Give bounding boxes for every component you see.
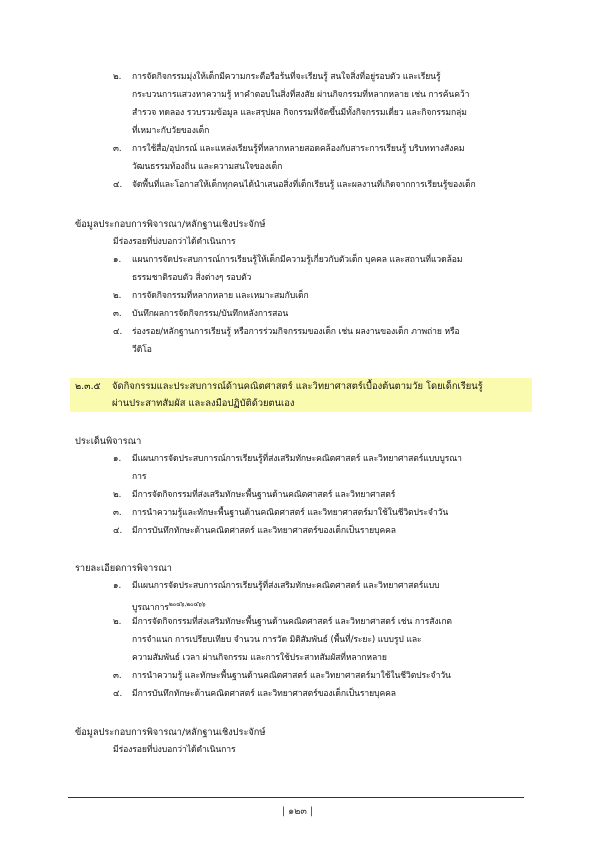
- item-line: มีการบันทึกทักษะด้านคณิตศาสตร์ และวิทยาศาสตร์ของเด็กเป็นรายบุคคล: [132, 526, 396, 536]
- item-number: ๑.: [113, 255, 122, 265]
- item-line: การจัดกิจกรรมมุ่งให้เด็กมีความกระตือรือร้นที่จะเรียนรู้ สนใจสิ่งที่อยู่รอบตัว และเรียนรู้: [132, 72, 441, 82]
- evidence-subheading: มีร่องรอยที่บ่งบอกว่าได้ดำเนินการ: [113, 237, 236, 247]
- item-number: ๓.: [113, 508, 122, 518]
- evidence-heading: ข้อมูลประกอบการพิจารณา/หลักฐานเชิงประจักษ์: [75, 219, 266, 230]
- item-number: ๔.: [113, 526, 123, 536]
- item-line: จัดพื้นที่และโอกาสให้เด็กทุกคนได้นำเสนอสิ่งที่เด็กเรียนรู้ และผลงานที่เกิดจากการเรียนรู้ของเด็ก: [132, 180, 476, 190]
- item-number: ๓.: [113, 309, 122, 319]
- item-number: ๑.: [113, 581, 122, 591]
- item-number: ๔.: [113, 180, 123, 190]
- item-line: มีการจัดกิจกรรมที่ส่งเสริมทักษะพื้นฐานด้านคณิตศาสตร์ และวิทยาศาสตร์: [132, 490, 396, 500]
- item-line: การจัดกิจกรรมที่หลากหลาย และเหมาะสมกับเด็ก: [132, 291, 309, 301]
- item-line: [132, 599, 205, 614]
- item-line: การนำความรู้และทักษะพื้นฐานด้านคณิตศาสตร์ และวิทยาศาสตร์มาใช้ในชีวิตประจำวัน: [132, 508, 449, 518]
- item-line: แผนการจัดประสบการณ์การเรียนรู้ให้เด็กมีความรู้เกี่ยวกับตัวเด็ก บุคคล และสถานที่แวดล้อม: [132, 255, 463, 265]
- item-number: ๔.: [113, 689, 123, 699]
- item-line: มีการบันทึกทักษะด้านคณิตศาสตร์ และวิทยาศาสตร์ของเด็กเป็นรายบุคคล: [132, 689, 396, 699]
- item-line: มีแผนการจัดประสบการณ์การเรียนรู้ที่ส่งเสริมทักษะคณิตศาสตร์ และวิทยาศาสตร์แบบบูรณา: [132, 454, 462, 464]
- item-line: ร่องรอย/หลักฐานการเรียนรู้ หรือการร่วมกิจกรรมของเด็ก เช่น ผลงานของเด็ก ภาพถ่าย หรือ: [132, 327, 460, 337]
- item-number: ๒.: [113, 617, 122, 627]
- item-number: ๒.: [113, 72, 122, 82]
- item-number: ๓.: [113, 671, 122, 681]
- item-number: ๒.: [113, 490, 122, 500]
- evidence-subheading: มีร่องรอยที่บ่งบอกว่าได้ดำเนินการ: [113, 745, 236, 755]
- item-line-text: บูรณาการ: [132, 602, 169, 613]
- item-line: บันทึกผลการจัดกิจกรรม/บันทึกหลังการสอน: [132, 309, 289, 319]
- section-title-line: จัดกิจกรรมและประสบการณ์ด้านคณิตศาสตร์ และวิทยาศาสตร์เบื้องต้นตามวัย โดยเด็กเรียนรู้: [112, 381, 483, 392]
- evidence-heading: ข้อมูลประกอบการพิจารณา/หลักฐานเชิงประจักษ์: [75, 727, 266, 738]
- item-line: วีดิโอ: [132, 345, 152, 355]
- item-line: การ: [132, 472, 147, 482]
- item-line: การนำความรู้ และทักษะพื้นฐานด้านคณิตศาสตร์ และวิทยาศาสตร์มาใช้ในชีวิตประจำวัน: [132, 671, 451, 681]
- page-number-value: ๑๒๓: [288, 806, 307, 817]
- item-line: มีแผนการจัดประสบการณ์การเรียนรู้ที่ส่งเสริมทักษะคณิตศาสตร์ และวิทยาศาสตร์แบบ: [132, 581, 440, 591]
- details-heading: รายละเอียดการพิจารณา: [75, 563, 172, 574]
- item-number: ๔.: [113, 327, 123, 337]
- page-number: | ๑๒๓ |: [281, 806, 314, 817]
- item-line: สำรวจ ทดลอง รวบรวมข้อมูล และสรุปผล กิจกรรมที่จัดขึ้นมีทั้งกิจกรรมเดี่ยว และกิจกรรมกลุ่ม: [132, 108, 467, 118]
- item-line: ความสัมพันธ์ เวลา ผ่านกิจกรรม และการใช้ประสาทสัมผัสที่หลากหลาย: [132, 653, 387, 663]
- item-number: ๑.: [113, 454, 122, 464]
- item-line: กระบวนการแสวงหาความรู้ หาคำตอบในสิ่งที่สงสัย ผ่านกิจกรรมที่หลากหลาย เช่น การค้นคว้า: [132, 90, 470, 100]
- item-number: ๓.: [113, 144, 122, 154]
- item-line: มีการจัดกิจกรรมที่ส่งเสริมทักษะพื้นฐานด้านคณิตศาสตร์ และวิทยาศาสตร์ เช่น การสังเกต: [132, 617, 452, 627]
- footer-rule: [68, 797, 524, 798]
- item-line: วัฒนธรรมท้องถิ่น และความสนใจของเด็ก: [132, 162, 283, 172]
- section-number: ๒.๓.๕: [75, 381, 101, 392]
- item-number: ๒.: [113, 291, 122, 301]
- considerations-heading: ประเด็นพิจารณา: [75, 436, 142, 447]
- footnote-ref: ๒๐๔๖,๒๐๔๖๖: [168, 601, 206, 608]
- item-line: การใช้สื่อ/อุปกรณ์ และแหล่งเรียนรู้ที่หลากหลายสอดคล้องกับสาระการเรียนรู้ บริบททางสังคม: [132, 144, 465, 154]
- section-title-line: ผ่านประสาทสัมผัส และลงมือปฏิบัติด้วยตนเอง: [112, 398, 295, 409]
- item-line: การจำแนก การเปรียบเทียบ จำนวน การวัด มิติสัมพันธ์ (พื้นที่/ระยะ) แบบรูป และ: [132, 635, 422, 645]
- item-line: ธรรมชาติรอบตัว สิ่งต่างๆ รอบตัว: [132, 273, 252, 283]
- item-line: ที่เหมาะกับวัยของเด็ก: [132, 126, 210, 136]
